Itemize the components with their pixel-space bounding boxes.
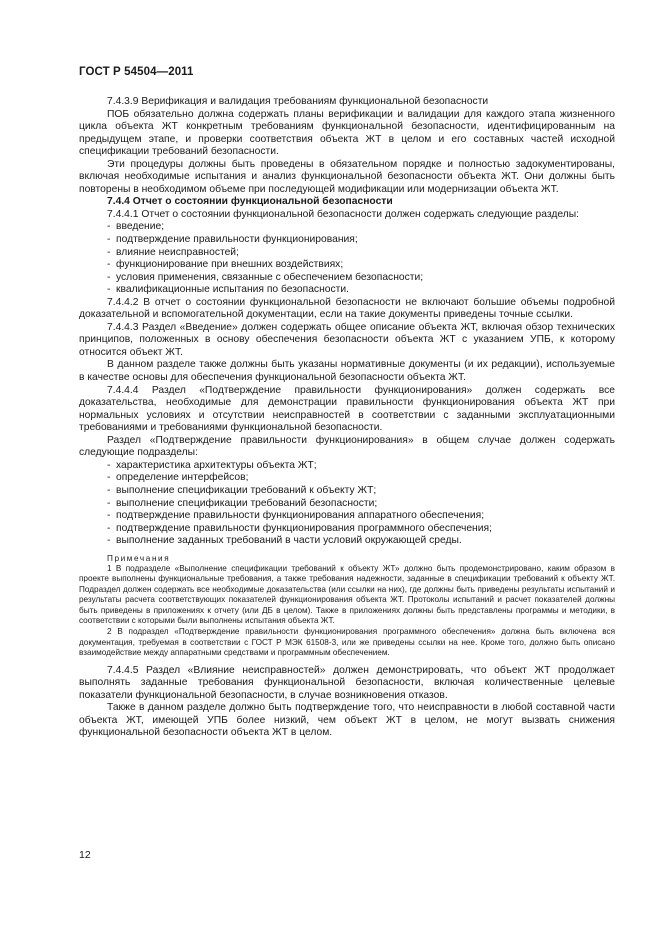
list-item: - характеристика архитектуры объекта ЖТ; (107, 459, 317, 471)
paragraph: Раздел «Подтверждение правильности функционирования» в общем случае должен содержать следующие подразделы: (79, 434, 615, 459)
paragraph: 7.4.4.3 Раздел «Введение» должен содержать общее описание объекта ЖТ, включая обзор технических принципов, положенных в основу обеспечения безопасности объекта ЖТ с указанием УПБ, к которому относится объект ЖТ. (79, 321, 615, 358)
list-item: - функционирование при внешних воздействиях; (107, 259, 344, 271)
list-item: - квалификационные испытания по безопасности. (107, 284, 349, 296)
list-item: - выполнение заданных требований в части условий окружающей среды. (107, 535, 462, 547)
paragraph: 7.4.4.5 Раздел «Влияние неисправностей» должен демонстрировать, что объект ЖТ продолжает выполнять заданные требования функциональной безопасности, включая количественные целевые показатели функциональной безопасности, в случае возникновения отказов. (79, 664, 615, 701)
paragraph: 7.4.4.1 Отчет о состоянии функциональной безопасности должен содержать следующие разделы: (107, 208, 579, 220)
list-item: - условия применения, связанные с обеспечением безопасности; (107, 271, 424, 283)
note-1: 1 В подразделе «Выполнение спецификации требований к объекту ЖТ» должно быть продемонстрировано, каким образом в проекте выполнены функциональные требования, а также требования надежности, заданные в спецификации требований к объекту ЖТ. Подраздел должен содержать все необходимые доказательства (или ссылки на них), где должны быть приведены результаты испытаний и результаты расчета соответствующих показателей функционирования объекта ЖТ. Протоколы испытаний и расчет показателей должны быть приведены в приложениях к отчету (или ДБ в целом). Также в приложениях должны быть представлены программы и методики, в соответствии с которыми были выполнены испытания объекта ЖТ. (79, 563, 615, 626)
paragraph: Также в данном разделе должно быть подтверждение того, что неисправности в любой составной части объекта ЖТ, имеющей УПБ более низкий, чем объект ЖТ в целом, не могут вызвать снижения функциональной безопасности объекта ЖТ в целом. (79, 702, 615, 739)
document-header: ГОСТ Р 54504—2011 (79, 66, 194, 78)
list-item: - введение; (107, 221, 165, 233)
list-item: - выполнение спецификации требований безопасности; (107, 497, 378, 509)
notes-title: Примечания (107, 553, 171, 563)
list-item: - подтверждение правильности функционирования аппаратного обеспечения; (107, 510, 485, 522)
section-heading-7-4-4: 7.4.4 Отчет о состоянии функциональной безопасности (107, 196, 393, 208)
paragraph: В данном разделе также должны быть указаны нормативные документы (и их редакции), используемые в качестве основы для обеспечения функциональной безопасности объекта ЖТ. (79, 359, 615, 384)
paragraph: 7.4.4.2 В отчет о состоянии функциональной безопасности не включают большие объемы подробной доказательной и вспомогательной документации, если на такие документы приведены точные ссылки. (79, 296, 615, 321)
page-number: 12 (79, 849, 91, 861)
list-item: - влияние неисправностей; (107, 246, 239, 258)
paragraph: 7.4.4.4 Раздел «Подтверждение правильности функционирования» должен содержать все доказательства, необходимые для демонстрации правильности функционирования объекта ЖТ при нормальных условиях и отсутствии неисправностей в соответствии с заданными эксплуатационными требованиями и требованиями функциональной безопасности. (79, 384, 615, 434)
note-2: 2 В подраздел «Подтверждение правильности функционирования программного обеспечения» должна быть включена вся документация, требуемая в соответствии с ГОСТ Р МЭК 61508-3, или же приведены ссылки на нее. Кроме того, должно быть описано взаимодействие между аппаратными средствами и программным обеспечением. (79, 626, 615, 658)
list-item: - подтверждение правильности функционирования программного обеспечения; (107, 522, 492, 534)
list-item: - определение интерфейсов; (107, 472, 249, 484)
paragraph: ПОБ обязательно должна содержать планы верификации и валидации для каждого этапа жизненного цикла объекта ЖТ конкретным требованиям функциональной безопасности, идентифицированным на предыдущем этапе, и проверки соответствия объекта ЖТ в целом и его составных частей исходной спецификации требований безопасности. (79, 108, 615, 158)
document-body (79, 96, 615, 740)
paragraph: Эти процедуры должны быть проведены в обязательном порядке и полностью задокументированы, включая необходимые испытания и анализ функциональной безопасности объекта ЖТ. Они должны быть повторены в необходимом объеме при последующей модификации или модернизации объекта ЖТ. (79, 158, 615, 195)
section-heading-7-4-3-9: 7.4.3.9 Верификация и валидация требованиям функциональной безопасности (107, 96, 489, 107)
list-item: - выполнение спецификации требований к объекту ЖТ; (107, 484, 377, 496)
list-item: - подтверждение правильности функционирования; (107, 234, 358, 246)
